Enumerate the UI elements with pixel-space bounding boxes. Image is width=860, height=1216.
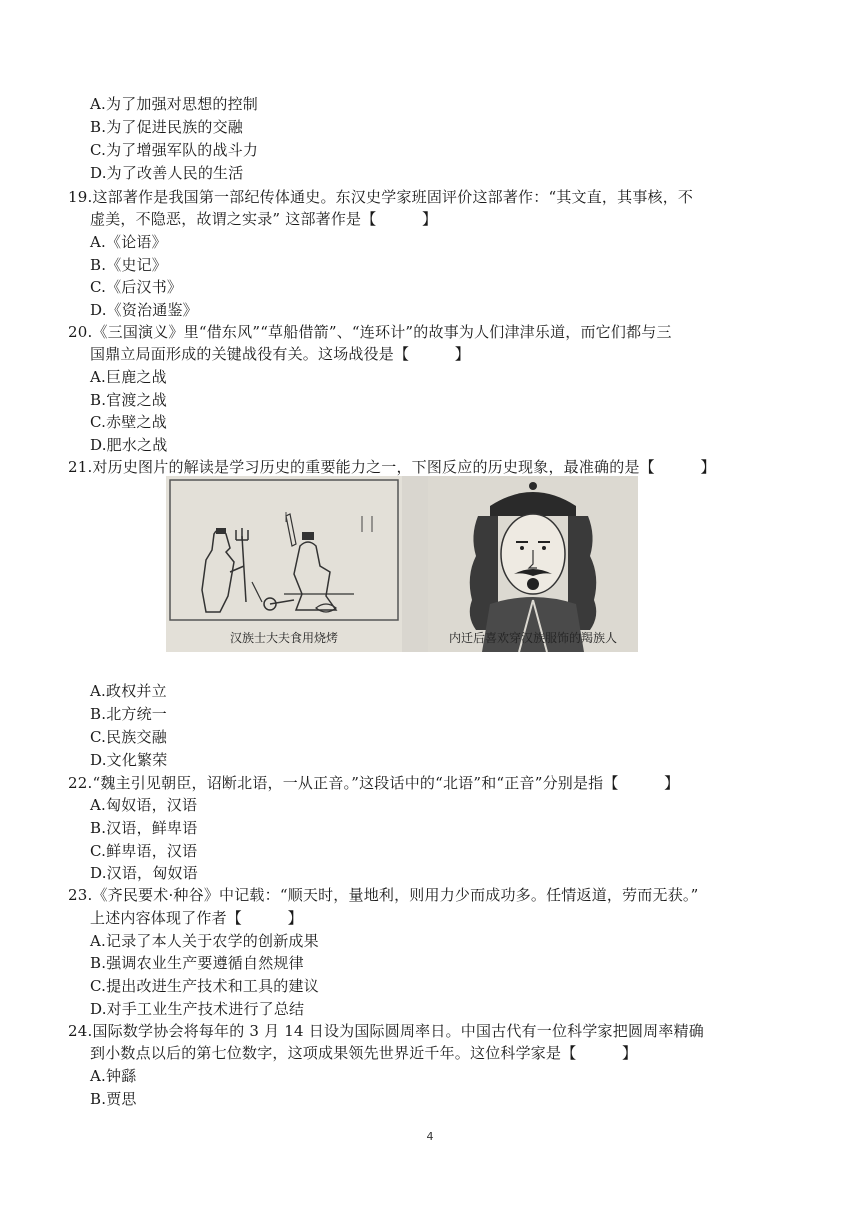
q21-figure xyxy=(166,476,638,652)
q24-option-b: B.贾思 xyxy=(90,1090,137,1108)
q23-option-c: C.提出改进生产技术和工具的建议 xyxy=(90,977,319,995)
q20-stem-line1: 20.《三国演义》里“借东风”“草船借箭”、“连环计”的故事为人们津津乐道，而它们都与三 xyxy=(68,323,672,341)
q18-option-c: C.为了增强军队的战斗力 xyxy=(90,141,259,159)
q24-stem-line1: 24.国际数学协会将每年的 3 月 14 日设为国际圆周率日。中国古代有一位科学家把圆周率精确 xyxy=(68,1022,704,1040)
q19-option-b: B.《史记》 xyxy=(90,256,167,274)
q21-option-c: C.民族交融 xyxy=(90,728,167,746)
q21-option-b: B.北方统一 xyxy=(90,705,167,723)
q19-option-d: D.《资治通鉴》 xyxy=(90,301,198,319)
q18-option-a: A.为了加强对思想的控制 xyxy=(90,95,259,113)
q19-stem-line1: 19.这部著作是我国第一部纪传体通史。东汉史学家班固评价这部著作：“其文直，其事核，不 xyxy=(68,188,694,206)
q22-option-d: D.汉语，匈奴语 xyxy=(90,864,198,882)
q22-stem-line1: 22.“魏主引见朝臣，诏断北语，一从正音。”这段话中的“北语”和“正音”分别是指【 】 xyxy=(68,774,680,792)
q22-option-b: B.汉语，鲜卑语 xyxy=(90,819,198,837)
q20-option-b: B.官渡之战 xyxy=(90,391,167,409)
q20-stem-line2: 国鼎立局面形成的关键战役有关。这场战役是【 】 xyxy=(90,345,471,363)
q22-option-c: C.鲜卑语，汉语 xyxy=(90,842,198,860)
q20-option-d: D.肥水之战 xyxy=(90,436,168,454)
q21-figure-left-caption: 汉族士大夫食用烧烤 xyxy=(229,631,338,645)
q20-option-c: C.赤壁之战 xyxy=(90,413,167,431)
q23-stem-line2: 上述内容体现了作者【 】 xyxy=(90,909,303,927)
q22-option-a: A.匈奴语，汉语 xyxy=(90,796,198,814)
q24-stem-line2: 到小数点以后的第七位数字，这项成果领先世界近千年。这位科学家是【 】 xyxy=(90,1044,638,1062)
q18-option-b: B.为了促进民族的交融 xyxy=(90,118,243,136)
q23-option-a: A.记录了本人关于农学的创新成果 xyxy=(90,932,319,950)
q21-figure-right-panel xyxy=(428,476,638,652)
q19-stem-line2: 虚美，不隐恶，故谓之实录” 这部著作是【 】 xyxy=(90,210,438,228)
q23-stem-line1: 23.《齐民要术·种谷》中记载：“顺天时，量地利，则用力少而成功多。任情返道，劳而无获。” xyxy=(68,886,699,904)
q21-option-a: A.政权并立 xyxy=(90,682,167,700)
jie-person-portrait xyxy=(428,476,638,652)
q20-option-a: A.巨鹿之战 xyxy=(90,368,167,386)
q24-option-a: A.钟繇 xyxy=(90,1067,137,1085)
scholar-bbq-illustration xyxy=(166,476,402,652)
q18-option-d: D.为了改善人民的生活 xyxy=(90,164,244,182)
q21-figure-left-panel xyxy=(166,476,402,652)
q21-stem-line1: 21.对历史图片的解读是学习历史的重要能力之一，下图反应的历史现象，最准确的是【 】 xyxy=(68,458,716,476)
q23-option-d: D.对手工业生产技术进行了总结 xyxy=(90,1000,305,1018)
q21-option-d: D.文化繁荣 xyxy=(90,751,168,769)
q23-option-b: B.强调农业生产要遵循自然规律 xyxy=(90,954,304,972)
q19-option-c: C.《后汉书》 xyxy=(90,278,183,296)
page-number: 4 xyxy=(426,1130,434,1143)
q19-option-a: A.《论语》 xyxy=(90,233,167,251)
q21-figure-right-caption: 内迁后喜欢穿汉族服饰的羯族人 xyxy=(448,631,617,645)
